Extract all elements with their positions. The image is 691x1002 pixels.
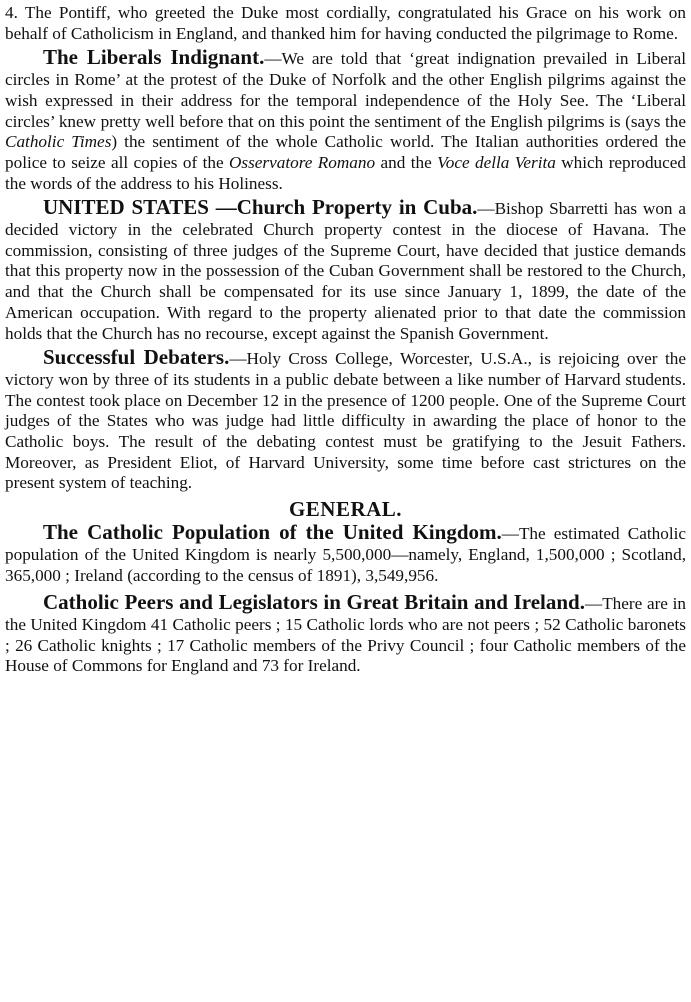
article-peers [5, 592, 686, 677]
population-heading: The Catholic Population of the United Kingdom. [43, 520, 502, 545]
liberals-italic-voce: Voce della Verita [437, 152, 556, 172]
section-title-general: GENERAL. [288, 497, 403, 522]
population-body: —The estimated Catholic population of the United Kingdom is nearly 5,500,000—namely, England, 1,500,000 ; Scotland, 365,000 ; Ireland (according to the census of 1891), 3,549,956. [5, 524, 686, 585]
debaters-body: —Holy Cross College, Worcester, U.S.A., is rejoicing over the victory won by three of its students in a public debate between a like number of Harvard students. The contest took place on December 12 in the presence of 1200 people. One of the Supreme Court judges of the States who was judge had little difficulty in awarding the place of honor to the Catholic boys. The result of the debating contest must be gratifying to the Jesuit Fathers. Moreover, as President Eliot, of Harvard University, some time before cast strictures on the present system of teaching. [5, 349, 687, 493]
cuba-heading: UNITED STATES —Church Property in Cuba. [43, 195, 478, 220]
liberals-body-c: and the [375, 152, 438, 172]
article-population [5, 522, 686, 586]
paragraph-pontiff [5, 3, 686, 44]
debaters-heading: Successful Debaters. [43, 345, 230, 370]
article-debaters [5, 347, 686, 494]
article-liberals [5, 47, 686, 194]
liberals-italic-catholic-times: Catholic Times [5, 132, 112, 152]
liberals-body-a: —We are told that ‘great indignation prevailed in Liberal circles in Rome’ at the protest of the Duke of Norfolk and the other English pilgrims against the wish expressed in their address for the temporal independence of the Holy See. The ‘Liberal circles’ knew pretty well before that on this point the sentiment of the English pilgrims is (says the [5, 49, 686, 131]
liberals-body-d: which reproduced the words of the address to his Holiness. [5, 152, 686, 193]
liberals-heading: The Liberals Indignant. [43, 45, 265, 70]
peers-body: —There are in the United Kingdom 41 Catholic peers ; 15 Catholic lords who are not peers ; 52 Catholic baronets ; 26 Catholic knights ; 17 Catholic members of the Privy Council ; four Catholic members of the House of Commons for England and 73 for Ireland. [5, 594, 686, 676]
paragraph-pontiff-text: 4. The Pontiff, who greeted the Duke most cordially, congratulated his Grace on his work on behalf of Catholicism in England, and thanked him for having conducted the pilgrimage to Rome. [5, 3, 686, 43]
liberals-body-b: ) the sentiment of the whole Catholic world. The Italian authorities ordered the police to seize all copies of the [5, 132, 686, 172]
peers-heading: Catholic Peers and Legislators in Great Britain and Ireland. [43, 590, 585, 615]
article-cuba [5, 197, 686, 344]
cuba-body: —Bishop Sbarretti has won a decided victory in the celebrated Church property contest in the diocese of Havana. The commission, consisting of three judges of the Supreme Court, have decided that justice demands that this property now in the possession of the Cuban Government shall be restored to the Church, and that the Church shall be compensated for its use since January 1, 1899, the date of the American occupation. With regard to the property alienated prior to that date the commission holds that the Church has no recourse, except against the Spanish Government. [5, 199, 686, 343]
liberals-italic-osservatore: Osservatore Romano [229, 152, 376, 172]
